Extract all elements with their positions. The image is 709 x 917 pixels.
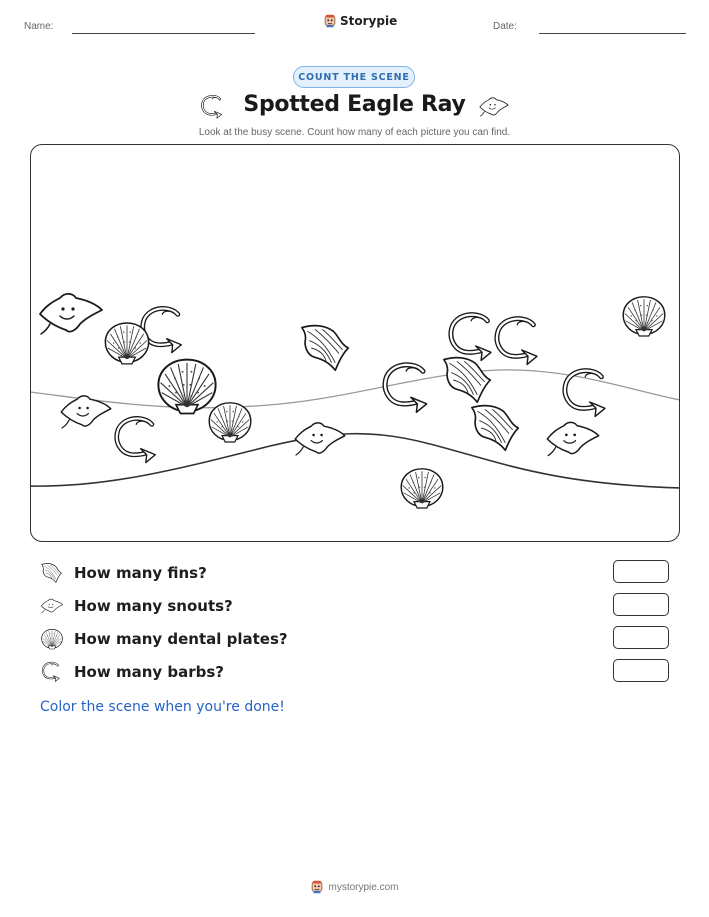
fin-icon [471, 405, 517, 450]
brand [323, 14, 397, 28]
snout-icon [40, 293, 102, 333]
dental-plate-icon [401, 468, 443, 507]
instructions: Look at the busy scene. Count how many of each picture you can find. [198, 127, 511, 138]
dental-plate-icon [209, 402, 251, 441]
busy-scene [30, 144, 680, 542]
scene-drawing [30, 144, 680, 542]
snout-icon [40, 597, 64, 615]
dental-plate-icon [105, 323, 148, 364]
barb-icon [40, 661, 64, 683]
answer-box-dental-plates[interactable] [613, 626, 669, 649]
question-text: How many dental plates? [74, 630, 288, 648]
barb-icon [385, 364, 427, 411]
fin-icon [301, 325, 347, 370]
barb-icon [116, 418, 155, 462]
storypie-mascot-icon [323, 14, 337, 28]
question-text: How many snouts? [74, 597, 233, 615]
storypie-mascot-icon [310, 880, 324, 894]
brand-name: Storypie [340, 14, 398, 28]
dental-plate-icon [40, 628, 64, 650]
name-label: Name: [24, 21, 54, 32]
question-dental-plates [40, 626, 670, 652]
question-text: How many fins? [74, 564, 207, 582]
footer [0, 880, 709, 894]
page-title: Spotted Eagle Ray [243, 92, 466, 117]
answer-box-fins[interactable] [613, 560, 669, 583]
snout-icon [295, 422, 345, 454]
date-line[interactable] [539, 33, 686, 34]
question-snouts [40, 593, 670, 619]
wave-line-upper [30, 369, 680, 407]
fin-icon [443, 357, 489, 402]
snout-icon [547, 422, 598, 455]
answer-box-snouts[interactable] [613, 593, 669, 616]
answer-box-barbs[interactable] [613, 659, 669, 682]
question-barbs [40, 659, 670, 685]
question-text: How many barbs? [74, 663, 224, 681]
barb-icon [450, 314, 490, 360]
question-fins [40, 560, 670, 586]
date-label: Date: [493, 21, 517, 32]
count-the-scene-badge: COUNT THE SCENE [293, 66, 415, 88]
dental-plate-icon [158, 359, 215, 413]
barb-icon [496, 318, 536, 364]
dental-plate-icon [623, 296, 665, 335]
fin-icon [40, 562, 64, 584]
color-instruction: Color the scene when you're done! [40, 699, 285, 715]
snout-icon [478, 96, 510, 118]
footer-url[interactable]: mystorypie.com [328, 881, 399, 893]
name-line[interactable] [72, 33, 255, 34]
